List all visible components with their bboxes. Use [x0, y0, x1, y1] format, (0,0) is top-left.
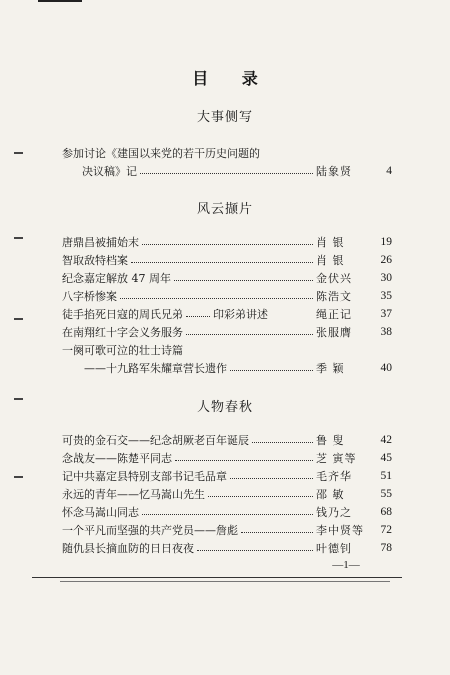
entry-page: 19 — [380, 236, 392, 248]
entry-page: 51 — [380, 470, 392, 482]
entry-author: 毛齐华 — [316, 470, 352, 483]
entry-author: 李中贤等 — [316, 524, 364, 537]
entry-page: 55 — [380, 488, 392, 500]
toc-entry[interactable] — [62, 252, 392, 268]
entry-title: 怀念马嵩山同志 — [62, 506, 139, 519]
toc-entry[interactable] — [62, 486, 392, 502]
entry-author: 绳正记 — [316, 308, 352, 321]
entry-page: 38 — [380, 326, 392, 338]
entry-page: 40 — [380, 362, 392, 374]
top-rule — [38, 0, 82, 2]
dot-leader — [142, 243, 313, 245]
entry-title: 记中共嘉定县特别支部书记毛品章 — [62, 470, 227, 483]
entry-author: 肖 银 — [316, 236, 345, 249]
entry-page: 26 — [380, 254, 392, 266]
toc-entry[interactable] — [62, 468, 392, 484]
entry-page: 37 — [380, 308, 392, 320]
entry-page: 42 — [380, 434, 392, 446]
toc-entry[interactable] — [62, 540, 392, 556]
entry-author: 陈浩文 — [316, 290, 352, 303]
toc-entry[interactable] — [62, 522, 392, 538]
dot-leader — [140, 172, 313, 174]
dot-leader — [175, 459, 313, 461]
edge-mark — [14, 318, 23, 320]
toc-entry[interactable] — [62, 306, 392, 322]
toc-entry[interactable] — [62, 270, 392, 286]
entry-title: 一阕可歌可泣的壮士诗篇 — [62, 344, 183, 357]
entry-page: 30 — [380, 272, 392, 284]
toc-entry[interactable] — [62, 432, 392, 448]
dot-leader — [186, 315, 210, 317]
entry-author: 陆象贤 — [316, 165, 352, 178]
toc-entry[interactable] — [62, 342, 392, 358]
entry-author: 叶德钊 — [316, 542, 352, 555]
entry-page: 72 — [380, 524, 392, 536]
entry-author: 芝 寅等 — [316, 452, 357, 465]
edge-mark — [14, 476, 23, 478]
entry-page: 35 — [380, 290, 392, 302]
entry-page: 45 — [380, 452, 392, 464]
entry-teller: 印彩弟讲述 — [213, 308, 268, 321]
edge-mark — [14, 152, 23, 154]
page-number: —1— — [332, 559, 360, 571]
entry-page: 4 — [386, 165, 392, 177]
dot-leader — [142, 513, 313, 515]
entry-title: 决议稿》记 — [82, 165, 137, 178]
section-heading: 大事侧写 — [196, 110, 253, 125]
entry-title: 参加讨论《建国以来党的若干历史问题的 — [62, 147, 260, 160]
dot-leader — [174, 279, 313, 281]
dot-leader — [120, 297, 313, 299]
entry-title: 在南翔红十字会义务服务 — [62, 326, 183, 339]
entry-author: 肖 银 — [316, 254, 345, 267]
entry-title: 唐鼎昌被捕始末 — [62, 236, 139, 249]
toc-entry[interactable] — [62, 145, 392, 161]
entry-subtitle: ——十九路军朱耀章营长遗作 — [84, 362, 227, 375]
entry-title: 八字桥惨案 — [62, 290, 117, 303]
dot-leader — [241, 531, 313, 533]
toc-entry[interactable] — [62, 450, 392, 466]
entry-author: 邵 敏 — [316, 488, 345, 501]
dot-leader — [271, 316, 313, 317]
entry-title: 纪念嘉定解放 47 周年 — [62, 272, 171, 285]
edge-mark — [14, 237, 23, 239]
dot-leader — [230, 369, 313, 371]
entry-title: 念战友——陈楚平同志 — [62, 452, 172, 465]
toc-entry-subtitle[interactable] — [84, 360, 392, 376]
dot-leader — [230, 477, 313, 479]
toc-entry[interactable] — [62, 288, 392, 304]
entry-author: 钱乃之 — [316, 506, 352, 519]
entry-title: 随仇县长摘血防的日日夜夜 — [62, 542, 194, 555]
entry-page: 68 — [380, 506, 392, 518]
dot-leader — [208, 495, 313, 497]
entry-author: 鲁 叟 — [316, 434, 345, 447]
dot-leader — [252, 441, 313, 443]
bottom-rule — [60, 581, 390, 582]
toc-entry-continuation[interactable] — [82, 163, 392, 179]
toc-entry[interactable] — [62, 324, 392, 340]
entry-title: 徒手掐死日寇的周氏兄弟 — [62, 308, 183, 321]
dot-leader — [131, 261, 313, 263]
entry-title: 可贵的金石交——纪念胡厥老百年诞辰 — [62, 434, 249, 447]
entry-author: 金伏兴 — [316, 272, 352, 285]
entry-title: 永远的青年——忆马嵩山先生 — [62, 488, 205, 501]
dot-leader — [197, 549, 313, 551]
entry-author: 张服膺 — [316, 326, 352, 339]
entry-title: 智取敌特档案 — [62, 254, 128, 267]
bottom-rule — [32, 577, 402, 578]
entry-author: 季 颖 — [316, 362, 345, 375]
toc-entry[interactable] — [62, 234, 392, 250]
section-heading: 风云撷片 — [196, 202, 253, 217]
entry-title: 一个平凡而坚强的共产党员——詹彪 — [62, 524, 238, 537]
dot-leader — [186, 333, 313, 335]
entry-page: 78 — [380, 542, 392, 554]
toc-entry[interactable] — [62, 504, 392, 520]
page-title: 目 录 — [192, 69, 272, 88]
section-heading: 人物春秋 — [196, 400, 253, 415]
